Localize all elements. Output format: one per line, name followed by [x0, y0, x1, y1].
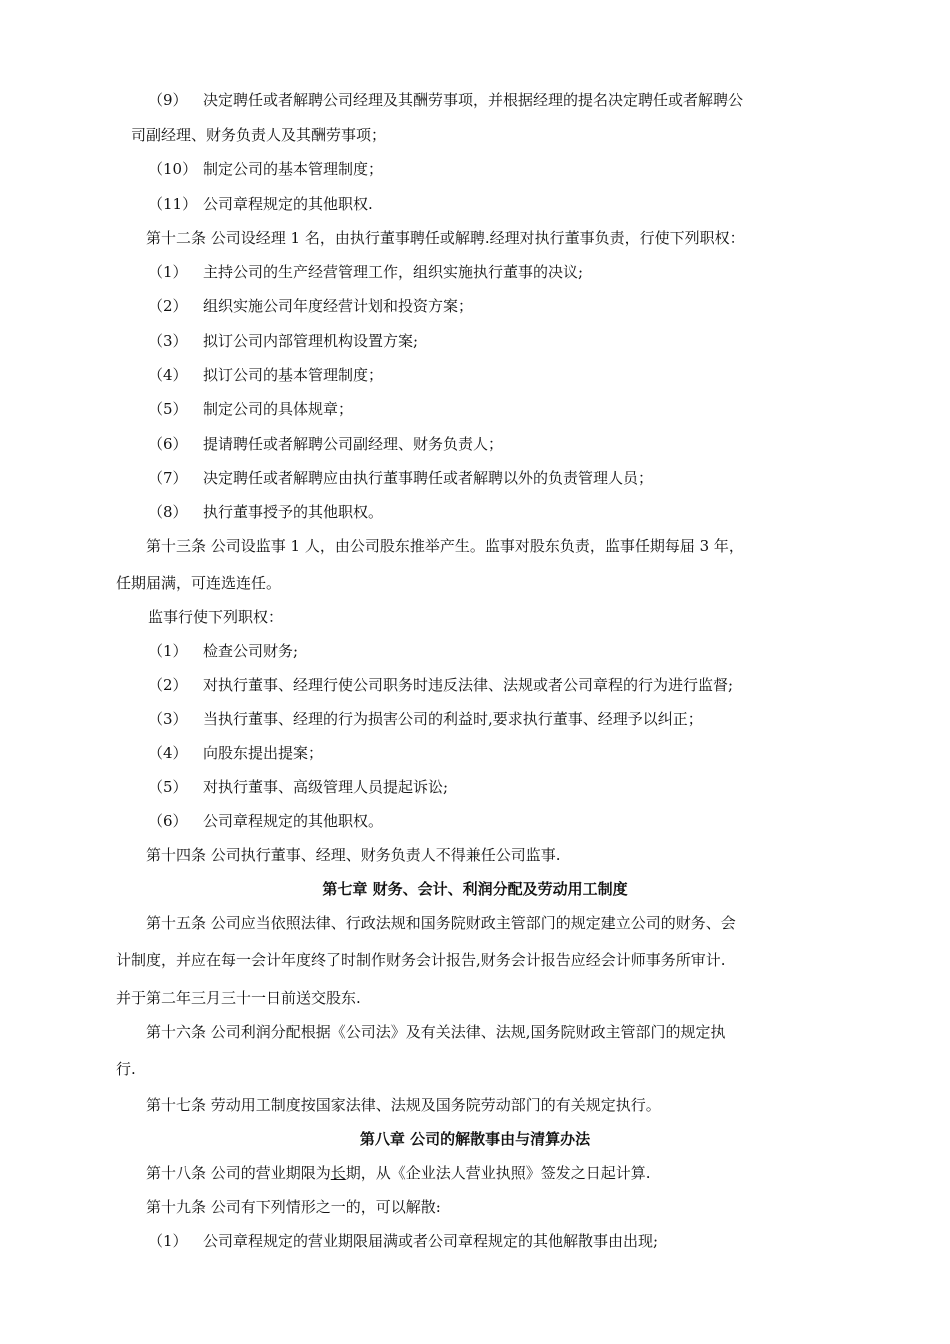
item-number: （9） — [148, 91, 188, 109]
item-number: （1） — [148, 263, 188, 281]
item-number: （5） — [148, 778, 188, 796]
item-number: （6） — [148, 812, 188, 830]
item-number: （11） — [148, 195, 198, 213]
line-text: 第十五条 公司应当依照法律、行政法规和国务院财政主管部门的规定建立公司的财务、会 — [146, 914, 736, 932]
item-number: （8） — [148, 503, 188, 521]
item-number: （3） — [148, 710, 188, 728]
text-segment: 第十八条 公司的营业期限为 — [146, 1164, 331, 1182]
item-text: 组织实施公司年度经营计划和投资方案； — [203, 297, 474, 315]
item-number: （4） — [148, 366, 188, 384]
item-text: 拟订公司的基本管理制度； — [203, 366, 384, 384]
line-text: 第十六条 公司利润分配根据《公司法》及有关法律、法规,国务院财政主管部门的规定执 — [146, 1023, 726, 1041]
item-text: 决定聘任或者解聘公司经理及其酬劳事项，并根据经理的提名决定聘任或者解聘公 — [203, 91, 744, 109]
item-text: 拟订公司内部管理机构设置方案; — [203, 332, 419, 350]
item-text: 制定公司的具体规章； — [203, 400, 354, 418]
line-text: 第十三条 公司设监事 1 人，由公司股东推举产生。监事对股东负责，监事任期每届 3 年， — [146, 537, 744, 555]
line-text: 第十七条 劳动用工制度按国家法律、法规及国务院劳动部门的有关规定执行。 — [146, 1096, 661, 1114]
underlined-term: 长 — [330, 1164, 346, 1182]
item-number: （7） — [148, 469, 188, 487]
line-text: 第十四条 公司执行董事、经理、财务负责人不得兼任公司监事. — [146, 846, 561, 864]
item-text: 检查公司财务; — [203, 642, 299, 660]
item-number: （4） — [148, 744, 188, 762]
item-number: （2） — [148, 676, 188, 694]
item-number: （1） — [148, 642, 188, 660]
chapter-heading: 第八章 公司的解散事由与清算办法 — [359, 1130, 591, 1148]
item-text: 提请聘任或者解聘公司副经理、财务负责人； — [203, 435, 504, 453]
item-text: 决定聘任或者解聘应由执行董事聘任或者解聘以外的负责管理人员； — [203, 469, 654, 487]
line-text: 行. — [116, 1060, 136, 1078]
line-text — [146, 1163, 651, 1183]
item-text: 公司章程规定的其他职权。 — [203, 812, 384, 830]
item-text: 向股东提出提案； — [203, 744, 324, 762]
item-text: 当执行董事、经理的行为损害公司的利益时,要求执行董事、经理予以纠正； — [203, 710, 703, 728]
line-text: 第十二条 公司设经理 1 名，由执行董事聘任或解聘.经理对执行董事负责，行使下列职权： — [146, 229, 745, 247]
item-number: （1） — [148, 1232, 188, 1250]
line-text: 并于第二年三月三十一日前送交股东. — [116, 989, 361, 1007]
item-text: 公司章程规定的其他职权. — [203, 195, 373, 213]
item-text: 对执行董事、高级管理人员提起诉讼; — [203, 778, 449, 796]
line-text: 任期届满，可连选连任。 — [116, 574, 282, 592]
text-segment: 期，从《企业法人营业执照》签发之日起计算. — [345, 1164, 651, 1182]
item-number: （6） — [148, 435, 188, 453]
item-text: 执行董事授予的其他职权。 — [203, 503, 384, 521]
item-number: （10） — [148, 160, 198, 178]
item-text: 对执行董事、经理行使公司职务时违反法律、法规或者公司章程的行为进行监督; — [203, 676, 734, 694]
item-text: 制定公司的基本管理制度； — [203, 160, 384, 178]
line-text: 司副经理、财务负责人及其酬劳事项； — [131, 126, 387, 144]
line-text: 计制度，并应在每一会计年度终了时制作财务会计报告,财务会计报告应经会计师事务所审计. — [116, 951, 726, 969]
item-number: （5） — [148, 400, 188, 418]
item-number: （3） — [148, 332, 188, 350]
line-text: 监事行使下列职权： — [148, 608, 284, 626]
item-text: 主持公司的生产经营管理工作，组织实施执行董事的决议; — [203, 263, 584, 281]
chapter-heading: 第七章 财务、会计、利润分配及劳动用工制度 — [322, 880, 628, 898]
item-number: （2） — [148, 297, 188, 315]
item-text: 公司章程规定的营业期限届满或者公司章程规定的其他解散事由出现; — [203, 1232, 659, 1250]
line-text: 第十九条 公司有下列情形之一的，可以解散: — [146, 1198, 441, 1216]
